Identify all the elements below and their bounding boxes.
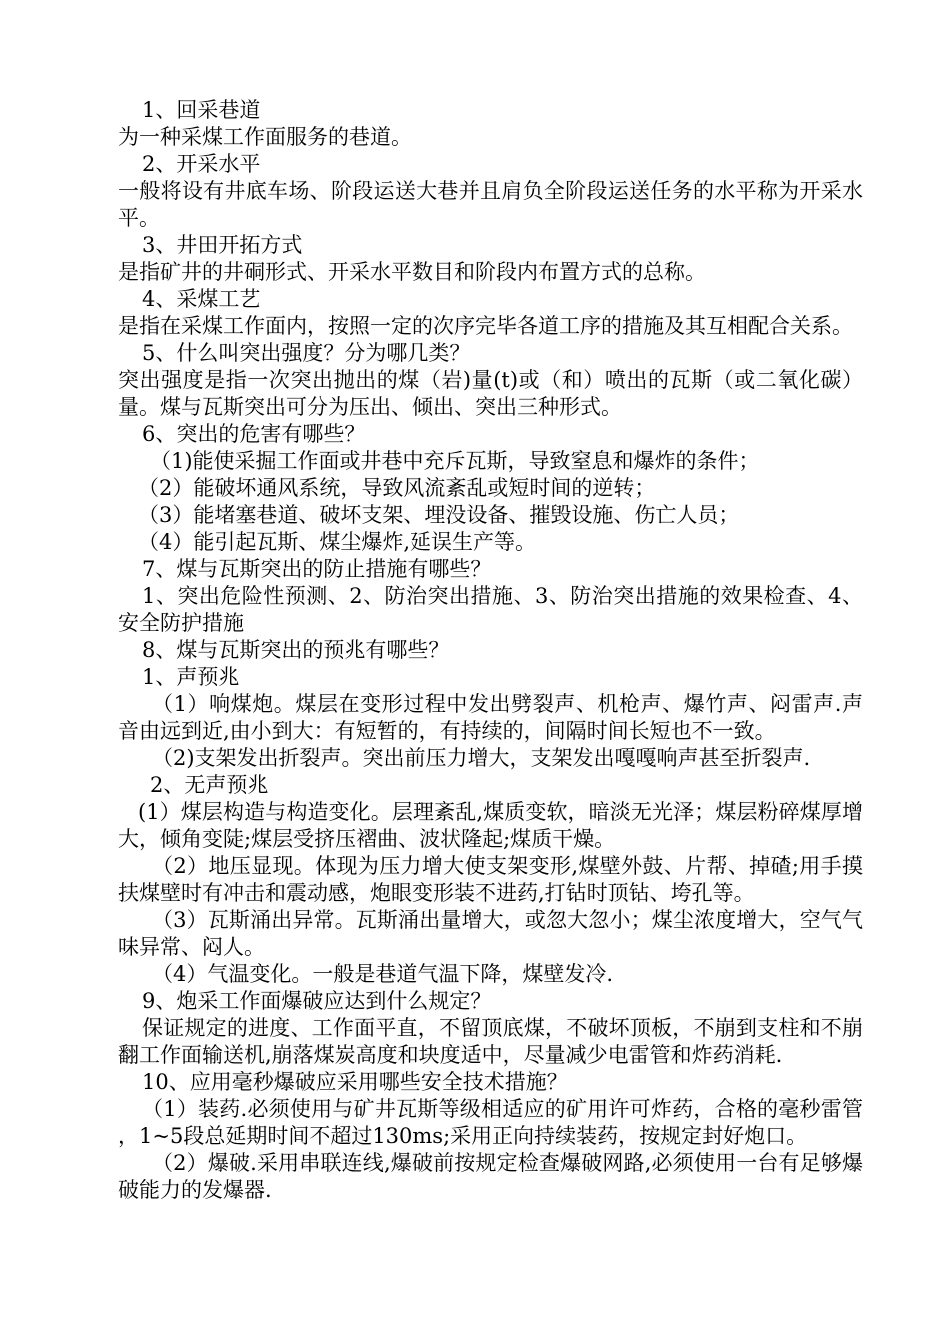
document-body xyxy=(118,97,863,1204)
heading-9: 9、炮采工作面爆破应达到什么规定？ xyxy=(142,989,492,1013)
list-item: （3）能堵塞巷道、破坏支架、埋没设备、摧毁设施、伤亡人员； xyxy=(138,503,740,527)
paragraph-5: 突出强度是指一次突出抛出的煤（岩)量(t)或（和）喷出的瓦斯（或二氧化碳）量。煤与瓦斯突出可分为压出、倾出、突出三种形式。 xyxy=(118,368,863,419)
heading-2: 2、开采水平 xyxy=(142,152,261,176)
list-item: （2)支架发出折裂声。突出前压力增大，支架发出嘎嘎响声甚至折裂声. xyxy=(152,746,811,770)
list-item: （4）能引起瓦斯、煤尘爆炸,延误生产等。 xyxy=(138,530,537,554)
list-item: （2）能破坏通风系统，导致风流紊乱或短时间的逆转； xyxy=(138,476,656,500)
list-item: （1)能使采掘工作面或井巷中充斥瓦斯，导致窒息和爆炸的条件； xyxy=(150,449,760,473)
paragraph-3: 是指矿井的井硐形式、开采水平数目和阶段内布置方式的总称。 xyxy=(118,260,706,284)
list-item: （2）爆破.采用串联连线,爆破前按规定检查爆破网路,必须使用一台有足够爆破能力的发爆器. xyxy=(118,1151,863,1202)
list-item: （4）气温变化。一般是巷道气温下降，煤壁发冷. xyxy=(152,962,614,986)
heading-6: 6、突出的危害有哪些？ xyxy=(142,422,366,446)
list-item: (1）煤层构造与构造变化。层理紊乱,煤质变软，暗淡无光泽；煤层粉碎煤厚增大，倾角变陡;煤层受挤压褶曲、波状隆起;煤质干燥。 xyxy=(118,800,863,851)
paragraph-7: 1、突出危险性预测、2、防治突出措施、3、防治突出措施的效果检查、4、安全防护措施 xyxy=(118,584,863,635)
heading-3: 3、井田开拓方式 xyxy=(142,233,303,257)
list-item: （1）装药.必须使用与矿井瓦斯等级相适应的矿用许可炸药，合格的毫秒雷管，1~5段总延期时间不超过130ms;采用正向持续装药，按规定封好炮口。 xyxy=(118,1097,863,1148)
heading-5: 5、什么叫突出强度？分为哪几类？ xyxy=(142,341,471,365)
paragraph-4: 是指在采煤工作面内，按照一定的次序完毕各道工序的措施及其互相配合关系。 xyxy=(118,314,853,338)
subheading-sound-signs: 1、声预兆 xyxy=(142,665,240,689)
heading-7: 7、煤与瓦斯突出的防止措施有哪些？ xyxy=(142,557,492,581)
paragraph-9: 保证规定的进度、工作面平直，不留顶底煤，不破坏顶板，不崩到支柱和不崩翻工作面输送机,崩落煤炭高度和块度适中，尽量减少电雷管和炸药消耗. xyxy=(118,1016,863,1067)
list-item: （2）地压显现。体现为压力增大使支架变形,煤壁外鼓、片帮、掉碴;用手摸扶煤壁时有冲击和震动感，炮眼变形装不进药,打钻时顶钻、垮孔等。 xyxy=(118,854,863,905)
heading-4: 4、采煤工艺 xyxy=(142,287,261,311)
heading-8: 8、煤与瓦斯突出的预兆有哪些？ xyxy=(142,638,450,662)
list-item: （3）瓦斯涌出异常。瓦斯涌出量增大，或忽大忽小；煤尘浓度增大，空气气味异常、闷人。 xyxy=(118,908,863,959)
heading-10: 10、应用毫秒爆破应采用哪些安全技术措施？ xyxy=(142,1070,568,1094)
paragraph-2: 一般将设有井底车场、阶段运送大巷并且肩负全阶段运送任务的水平称为开采水平。 xyxy=(118,179,863,230)
heading-1: 1、回采巷道 xyxy=(142,98,261,122)
subheading-silent-signs: 2、无声预兆 xyxy=(150,773,269,797)
list-item: （1）响煤炮。煤层在变形过程中发出劈裂声、机枪声、爆竹声、闷雷声.声音由远到近,由小到大：有短暂的，有持续的，间隔时间长短也不一致。 xyxy=(118,692,863,743)
paragraph-1: 为一种采煤工作面服务的巷道。 xyxy=(118,125,412,149)
